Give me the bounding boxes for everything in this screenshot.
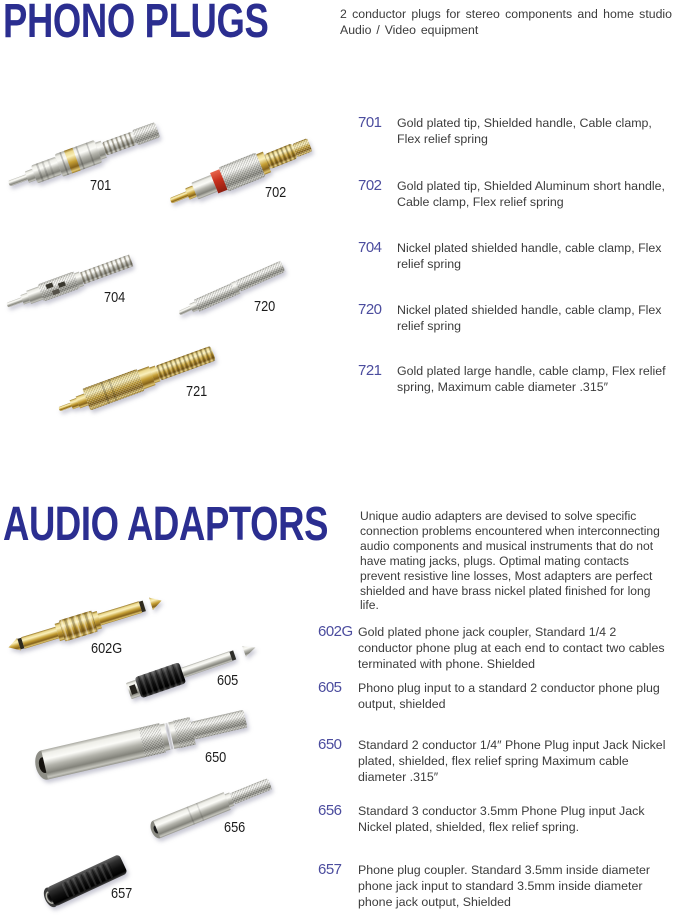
figure-label-721: 721 — [186, 383, 208, 400]
adaptor-657-photo — [38, 848, 138, 912]
catalog-item-656 — [310, 803, 668, 835]
figure-label-602g: 602G — [91, 640, 123, 657]
plug-702-photo — [162, 130, 322, 214]
catalog-item-702 — [340, 178, 678, 210]
catalog-item-721 — [340, 363, 678, 395]
item-code: 702 — [358, 177, 382, 194]
plug-701-photo — [0, 114, 170, 198]
item-code: 721 — [358, 362, 382, 379]
figure-label-656: 656 — [224, 819, 246, 836]
item-description: Gold plated phone jack coupler, Standard 1/4 2 conductor phone plug at each end to contact two cables terminated with phone. Shielded — [358, 625, 665, 671]
figure-label-702: 702 — [265, 184, 287, 201]
item-code: 605 — [318, 679, 342, 696]
figure-label-720: 720 — [254, 298, 276, 315]
catalog-item-650 — [310, 737, 668, 785]
catalog-item-704 — [340, 240, 678, 272]
item-description: Gold plated tip, Shielded Aluminum short handle, Cable clamp, Flex relief spring — [397, 179, 665, 209]
item-description: Standard 3 conductor 3.5mm Phone Plug input Jack Nickel plated, shielded, flex relief spring. — [358, 804, 645, 834]
catalog-item-720 — [340, 302, 678, 334]
adaptor-656-photo — [144, 766, 290, 844]
item-description: Phono plug input to a standard 2 conductor phone plug output, shielded — [358, 681, 660, 711]
adaptors-section-intro: Unique audio adapters are devised to solve specific connection problems encountered when interconnecting audio components and musical instruments that do not have mating jacks, plugs. Optimal mating contacts prevent resistive line losses, Most adapters are perfect shielded and have brass nickel plated finished for long life. — [360, 509, 660, 613]
figure-label-657: 657 — [111, 885, 133, 902]
item-code: 720 — [358, 301, 382, 318]
figure-label-650: 650 — [205, 749, 227, 766]
item-code: 650 — [318, 736, 342, 753]
item-code: 701 — [358, 114, 382, 131]
item-description: Gold plated large handle, cable clamp, Flex relief spring, Maximum cable diameter .315″ — [397, 364, 666, 394]
item-code: 656 — [318, 802, 342, 819]
item-description: Nickel plated shielded handle, cable clamp, Flex relief spring — [397, 241, 662, 271]
item-description: Nickel plated shielded handle, cable clamp, Flex relief spring — [397, 303, 662, 333]
item-code: 704 — [358, 239, 382, 256]
adaptors-section-title: AUDIO ADAPTORS — [3, 498, 329, 551]
plug-720-photo — [172, 257, 294, 321]
phono-section-title: PHONO PLUGS — [3, 0, 269, 48]
item-code: 657 — [318, 861, 342, 878]
figure-label-704: 704 — [104, 289, 126, 306]
adaptor-605-photo — [123, 636, 263, 702]
item-code: 602G — [318, 623, 353, 640]
catalog-item-701 — [340, 115, 678, 147]
catalog-item-602g — [310, 624, 668, 672]
item-description: Phone plug coupler. Standard 3.5mm inside diameter phone jack input to standard 3.5mm inside diameter phone jack output, Shielded — [358, 863, 651, 909]
figure-label-605: 605 — [217, 672, 239, 689]
catalog-item-605 — [310, 680, 668, 712]
item-description: Gold plated tip, Shielded handle, Cable clamp, Flex relief spring — [397, 116, 652, 146]
item-description: Standard 2 conductor 1/4″ Phone Plug input Jack Nickel plated, shielded, flex relief spring Maximum cable diameter .315″ — [358, 738, 666, 784]
phono-section-intro: 2 conductor plugs for stereo components and home studio Audio / Video equipment — [340, 7, 672, 37]
catalog-item-657 — [310, 862, 668, 910]
plug-721-photo — [50, 341, 222, 421]
figure-label-701: 701 — [90, 177, 112, 194]
